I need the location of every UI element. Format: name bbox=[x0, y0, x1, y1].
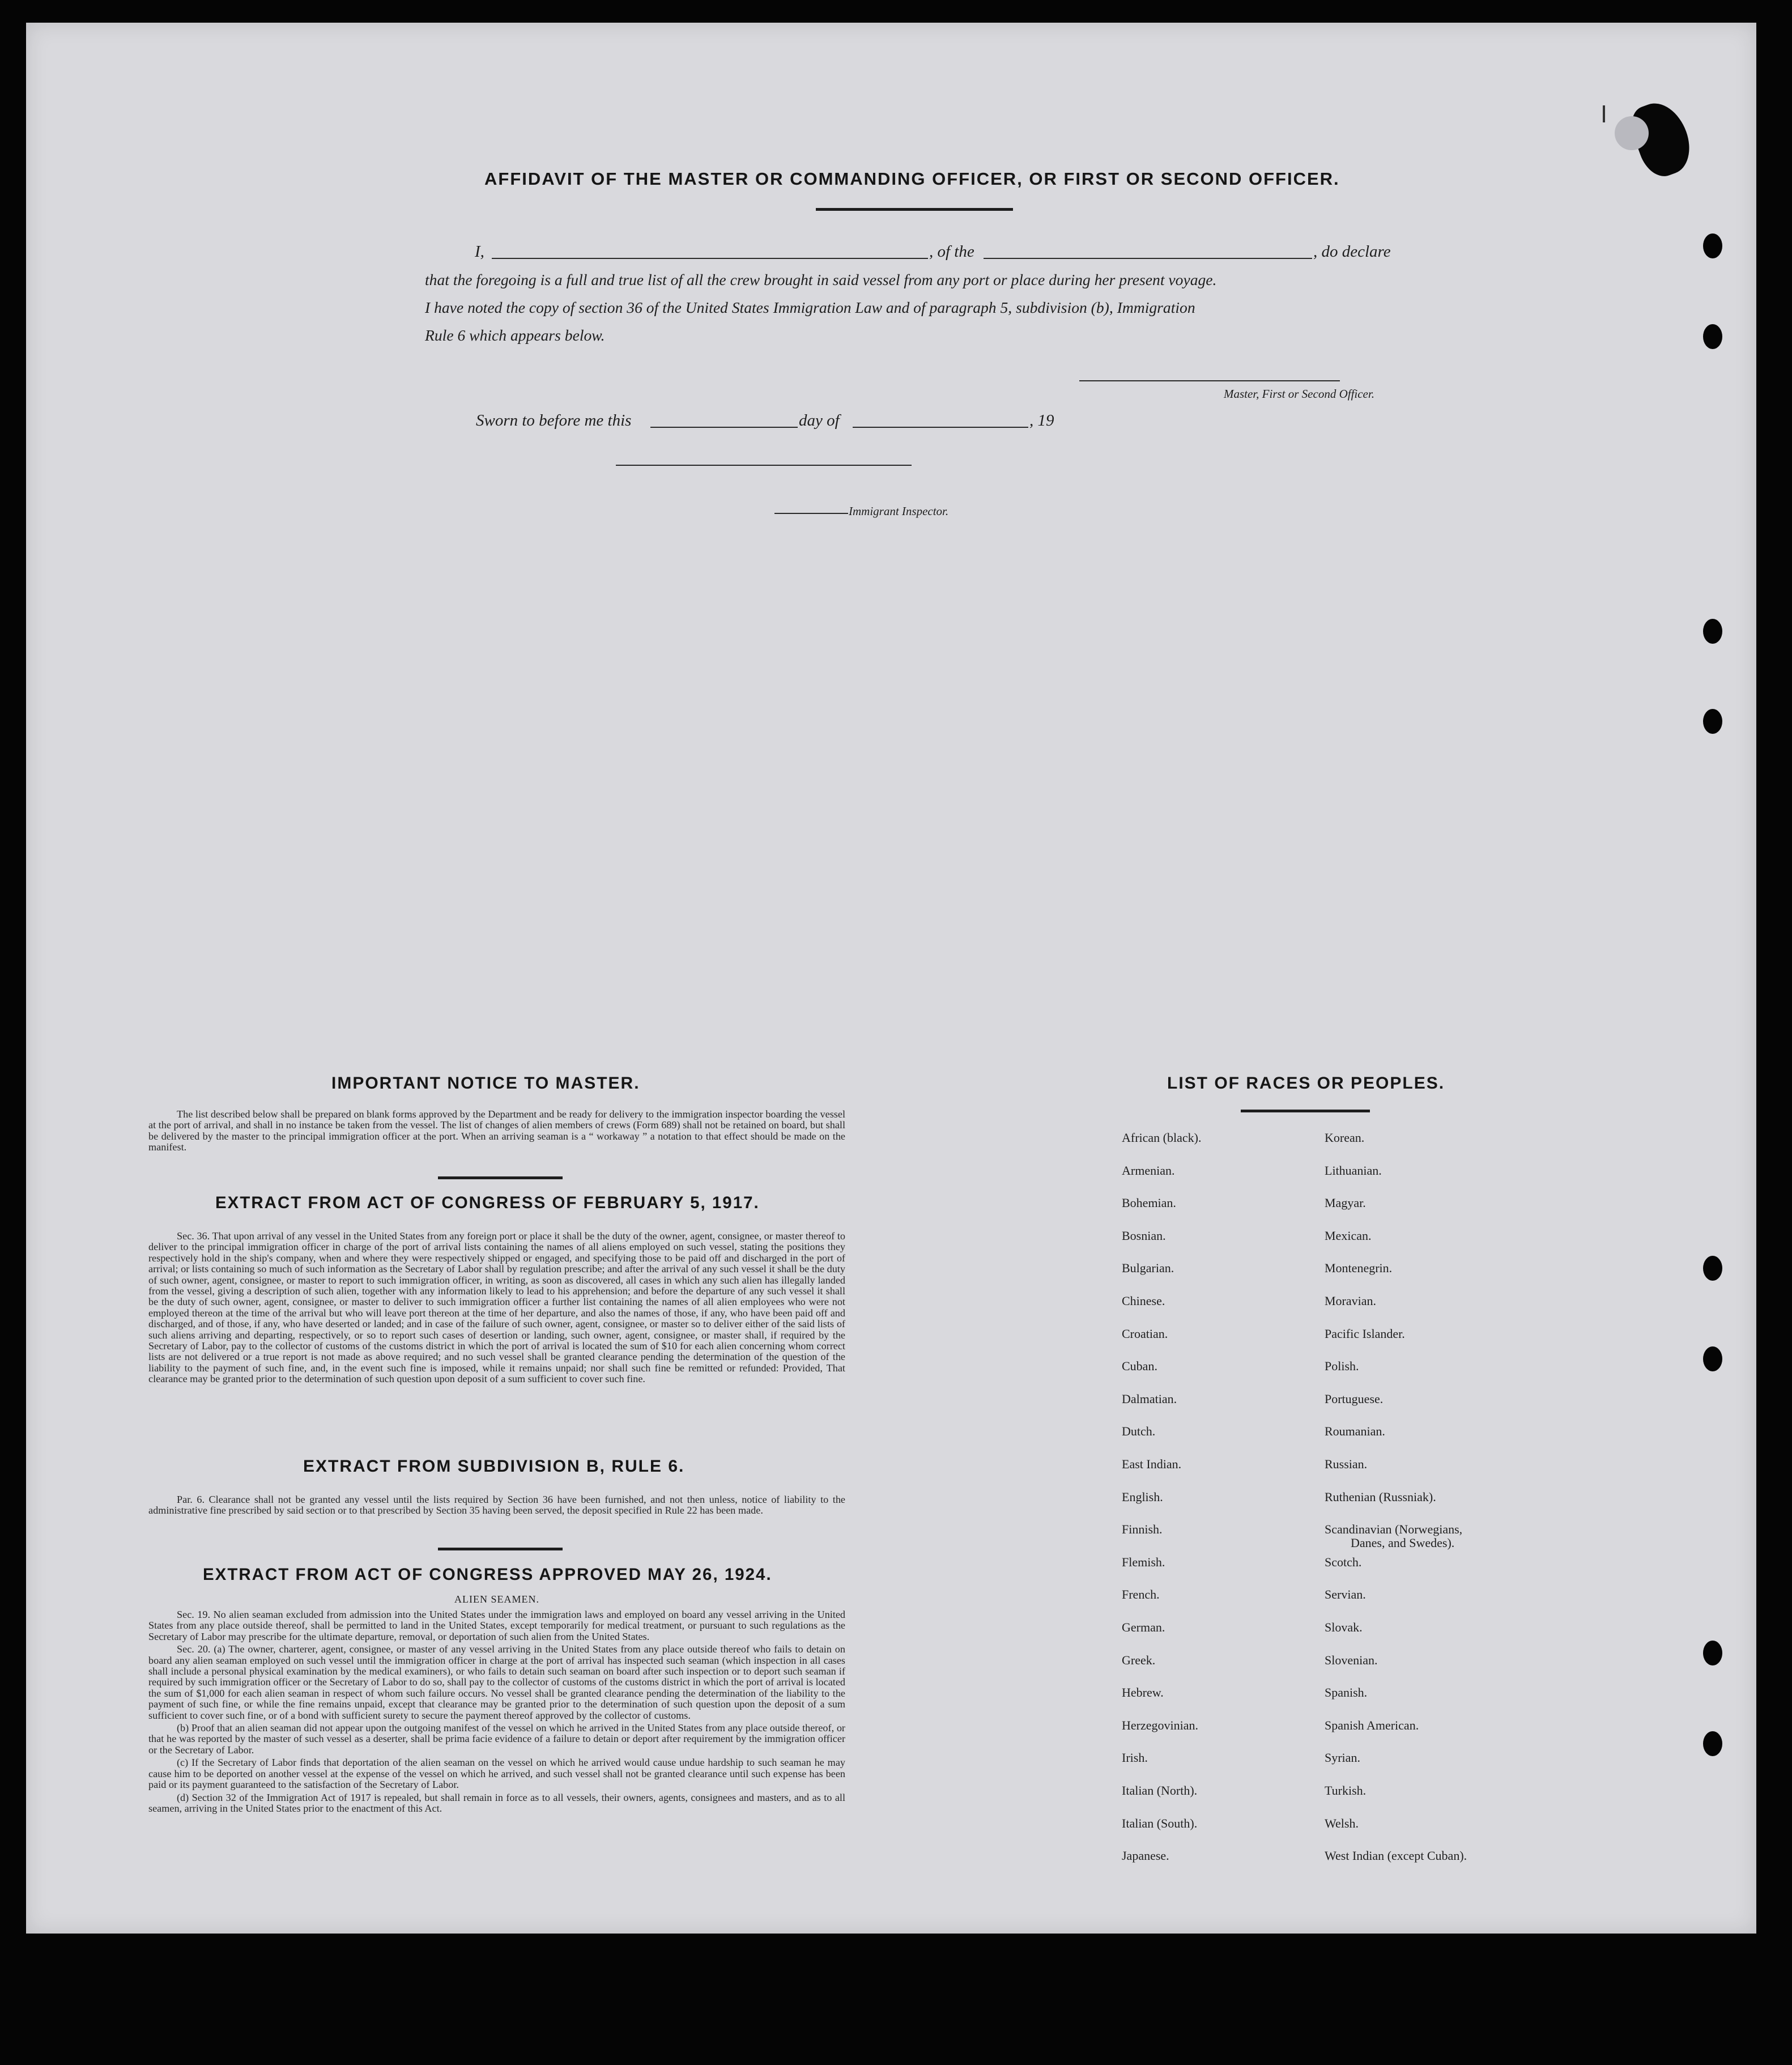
extract-1917-title: EXTRACT FROM ACT OF CONGRESS OF FEBRUARY 5, 1917. bbox=[215, 1193, 760, 1212]
punch-hole bbox=[1703, 233, 1722, 258]
section-20c-paragraph: (c) If the Secretary of Labor finds that deportation of the alien seaman on the vessel on which he arrived would cause undue hardship to such seaman he may cause him to be deported on another vessel at the expense of the vessel on which he arrived, and such vessel shall not be granted clearance until such expense has been paid or its payment guaranteed to the satisfaction of the Secretary of Labor. bbox=[148, 1757, 845, 1791]
subdivision-text bbox=[148, 1494, 845, 1518]
race-item: Dutch. bbox=[1122, 1424, 1156, 1439]
extract-1924-text bbox=[148, 1609, 845, 1816]
vessel-blank bbox=[984, 258, 1312, 259]
torn-corner-shadow bbox=[1615, 116, 1649, 150]
race-item: Montenegrin. bbox=[1325, 1261, 1393, 1276]
race-item: Greek. bbox=[1122, 1652, 1156, 1667]
signature-label: Master, First or Second Officer. bbox=[1224, 387, 1374, 401]
race-item: Spanish American. bbox=[1325, 1718, 1419, 1732]
race-item: African (black). bbox=[1122, 1131, 1202, 1145]
paragraph-6: Par. 6. Clearance shall not be granted any vessel until the lists required by Section 36 have been furnished, and not then unless, notice of liability to the administrative fine prescribed by said section or to that prescribed by Section 35 having been served, the deposit specified in Rule 22 has been made. bbox=[148, 1494, 845, 1516]
punch-hole bbox=[1703, 324, 1722, 349]
races-title-underline bbox=[1241, 1110, 1370, 1112]
sworn-month-blank bbox=[853, 427, 1028, 428]
section-20d-paragraph: (d) Section 32 of the Immigration Act of 1917 is repealed, but shall remain in force as to all vessels, their owners, agents, consignees and masters, and as to all seamen, arriving in the United States prior to the enactment of this Act. bbox=[148, 1791, 845, 1814]
punch-hole bbox=[1703, 1256, 1722, 1281]
race-item: Welsh. bbox=[1325, 1816, 1359, 1830]
race-item: Croatian. bbox=[1122, 1326, 1168, 1341]
race-item: Moravian. bbox=[1325, 1294, 1377, 1308]
race-item: Chinese. bbox=[1122, 1294, 1165, 1308]
races-title: LIST OF RACES OR PEOPLES. bbox=[1167, 1074, 1445, 1093]
inspector-short-line bbox=[774, 513, 848, 514]
punch-hole bbox=[1703, 619, 1722, 644]
race-item: Cuban. bbox=[1122, 1359, 1157, 1374]
race-item: Bulgarian. bbox=[1122, 1261, 1174, 1276]
affidavit-line4: Rule 6 which appears below. bbox=[425, 326, 605, 344]
alien-seamen-subtitle: ALIEN SEAMEN. bbox=[454, 1594, 539, 1605]
section-divider bbox=[438, 1548, 563, 1550]
section-divider bbox=[438, 1176, 563, 1179]
race-item: Italian (South). bbox=[1122, 1816, 1198, 1830]
notice-text bbox=[148, 1109, 845, 1155]
section-19-paragraph: Sec. 19. No alien seaman excluded from admission into the United States under the immigration laws and employed on board any vessel arriving in the United States from any place outside thereof, shall be permitted to land in the United States, except temporarily for medical treatment, or pursuant to such regulations as the Secretary of Labor may prescribe for the ultimate departure, removal, or deportation of such alien from the United States. bbox=[148, 1609, 845, 1642]
affidavit-of-the: , of the bbox=[929, 243, 974, 261]
affidavit-line3: I have noted the copy of section 36 of the United States Immigration Law and of paragraph 5, subdivision (b), Immigration bbox=[425, 299, 1195, 316]
affidavit-line2: that the foregoing is a full and true list of all the crew brought in said vessel from any port or place during her present voyage. bbox=[425, 271, 1217, 288]
race-item: Flemish. bbox=[1122, 1554, 1165, 1569]
race-item: Lithuanian. bbox=[1325, 1163, 1382, 1178]
race-item: Syrian. bbox=[1325, 1750, 1360, 1765]
affidavit-title: AFFIDAVIT OF THE MASTER OR COMMANDING OFFICER, OR FIRST OR SECOND OFFICER. bbox=[484, 169, 1340, 189]
name-blank bbox=[492, 258, 928, 259]
race-item: Armenian. bbox=[1122, 1163, 1175, 1178]
extract-1924-title: EXTRACT FROM ACT OF CONGRESS APPROVED MAY 26, 1924. bbox=[203, 1565, 772, 1584]
race-item: Ruthenian (Russniak). bbox=[1325, 1489, 1436, 1504]
race-item: Roumanian. bbox=[1325, 1424, 1385, 1439]
race-item: English. bbox=[1122, 1489, 1163, 1504]
race-item: Portuguese. bbox=[1325, 1391, 1384, 1406]
subdivision-title: EXTRACT FROM SUBDIVISION B, RULE 6. bbox=[303, 1457, 685, 1476]
race-item: Polish. bbox=[1325, 1359, 1359, 1374]
race-item: Russian. bbox=[1325, 1457, 1368, 1471]
race-item: Magyar. bbox=[1325, 1196, 1366, 1210]
sworn-year: , 19 bbox=[1029, 411, 1054, 430]
race-item: Bohemian. bbox=[1122, 1196, 1176, 1210]
signature-line bbox=[1079, 380, 1340, 381]
inspector-signature-line bbox=[616, 465, 912, 466]
race-item: French. bbox=[1122, 1587, 1160, 1602]
race-item: German. bbox=[1122, 1620, 1165, 1634]
race-item: Scotch. bbox=[1325, 1554, 1362, 1569]
sworn-day-blank bbox=[650, 427, 798, 428]
race-item: West Indian (except Cuban). bbox=[1325, 1849, 1467, 1863]
section-20a-paragraph: Sec. 20. (a) The owner, charterer, agent, consignee, or master of any vessel arriving in the United States from any place outside thereof who fails to detain on board any alien seaman employed on such vessel until the immigration officer in charge at the port of arrival has inspected such seaman (which inspection in all cases shall include a personal physical examination by the medical examiners), or who fails to detain such seaman on board after such inspection or to deport such seaman if required by such immigration officer or the Secretary of Labor to do so, shall pay to the collector of customs of the customs district in which the port of arrival is located the sum of $1,000 for each alien seaman in respect of whom such failure occurs. No vessel shall be granted clearance pending the determination of the liability to the payment of such fine, or while the fine remains unpaid, except that clearance may be granted prior to the determination of such question upon the deposit of a sum sufficient to cover such fine, or of a bond with sufficient surety to secure the payment thereof approved by the collector of customs. bbox=[148, 1643, 845, 1721]
race-item: Servian. bbox=[1325, 1587, 1366, 1602]
race-item: Dalmatian. bbox=[1122, 1391, 1177, 1406]
title-underline bbox=[816, 208, 1013, 211]
section-36-paragraph: Sec. 36. That upon arrival of any vessel in the United States from any foreign port or place it shall be the duty of the owner, agent, consignee, or master thereof to deliver to the principal immigration officer in charge of the port of arrival lists containing the names of all aliens employed on such vessel, stating the positions they respectively hold in the ship's company, when and where they were respectively shipped or engaged, and specifying those to be paid off and discharged in the port of arrival; or lists containing so much of such information as the Secretary of Labor shall by regulation prescribe; and after the arrival of any such vessel it shall be the duty of such owner, agent, consignee, or master to report to such immigration officer, in writing, as soon as discovered, all cases in which any such alien has illegally landed from the vessel, giving a description of such alien, together with any information likely to lead to his apprehension; and before the departure of any such vessel it shall be the duty of such owner, agent, consignee, or master to deliver to such immigration officer a further list containing the names of all alien employees who were not employed thereon at the time of the arrival but who will leave port thereon at the time of her departure, and also the names of those, if any, who have been paid off and discharged, and of those, if any, who have deserted or landed; and in case of the failure of such owner, agent, consignee, or master so to deliver either of the said lists of such aliens arriving and departing, respectively, or so to report such cases of desertion or landing, such owner, agent, consignee, or master shall, if required by the Secretary of Labor, pay to the collector of customs of the customs district in which the port of arrival is located the sum of $10 for each alien concerning whom correct lists are not delivered or a true report is not made as above required; and no such vessel shall be granted clearance pending the determination of the question of the liability to the payment of such fine, and, in the event such fine is imposed, while it remains unpaid; nor shall such fine be remitted or refunded: Provided, That clearance may be granted prior to the determination of such question upon deposit of a sum sufficient to cover such fine. bbox=[148, 1230, 845, 1385]
race-item: Bosnian. bbox=[1122, 1228, 1166, 1243]
sworn-day-of: day of bbox=[799, 411, 840, 430]
race-item: Slovenian. bbox=[1325, 1652, 1378, 1667]
notice-paragraph: The list described below shall be prepared on blank forms approved by the Department and be ready for delivery to the immigration inspector boarding the vessel at the port of arrival, and shall in no instance be taken from the vessel. The list of changes of alien members of crews (Form 689) shall not be retained on board, but shall be delivered by the master to the principal immigration officer at the port. When an arriving seaman is a “ workaway ” a notation to that effect should be made on the manifest. bbox=[148, 1108, 846, 1153]
race-item: Korean. bbox=[1325, 1131, 1365, 1145]
race-item: Mexican. bbox=[1325, 1228, 1372, 1243]
punch-hole bbox=[1703, 1641, 1722, 1665]
affidavit-i: I, bbox=[475, 243, 484, 261]
race-item: Pacific Islander. bbox=[1325, 1326, 1405, 1341]
extract-1917-text bbox=[148, 1231, 845, 1387]
section-20b-paragraph: (b) Proof that an alien seaman did not appear upon the outgoing manifest of the vessel on which he arrived in the United States from any place outside thereof, or that he was reported by the master of such vessel as a deserter, shall be prima facie evidence of a failure to detain or deport after requirement by the immigration officer or the Secretary of Labor. bbox=[148, 1722, 845, 1756]
race-item: Italian (North). bbox=[1122, 1783, 1198, 1798]
race-item: Hebrew. bbox=[1122, 1685, 1164, 1700]
race-item: East Indian. bbox=[1122, 1457, 1182, 1471]
race-item: Japanese. bbox=[1122, 1849, 1169, 1863]
race-item: Herzegovinian. bbox=[1122, 1718, 1198, 1732]
race-item: Turkish. bbox=[1325, 1783, 1367, 1798]
affidavit-declare: , do declare bbox=[1313, 243, 1391, 261]
notice-title: IMPORTANT NOTICE TO MASTER. bbox=[331, 1074, 640, 1093]
punch-hole bbox=[1703, 709, 1722, 734]
race-item: Finnish. bbox=[1122, 1522, 1163, 1537]
punch-hole bbox=[1703, 1346, 1722, 1371]
punch-hole bbox=[1703, 1731, 1722, 1756]
race-item: Scandinavian (Norwegians, Danes, and Swedes). bbox=[1325, 1522, 1463, 1550]
sworn-text: Sworn to before me this bbox=[476, 411, 632, 430]
race-item: Irish. bbox=[1122, 1750, 1148, 1765]
margin-mark bbox=[1603, 105, 1605, 122]
inspector-label: Immigrant Inspector. bbox=[849, 504, 949, 518]
race-item: Spanish. bbox=[1325, 1685, 1368, 1700]
race-item: Slovak. bbox=[1325, 1620, 1363, 1634]
